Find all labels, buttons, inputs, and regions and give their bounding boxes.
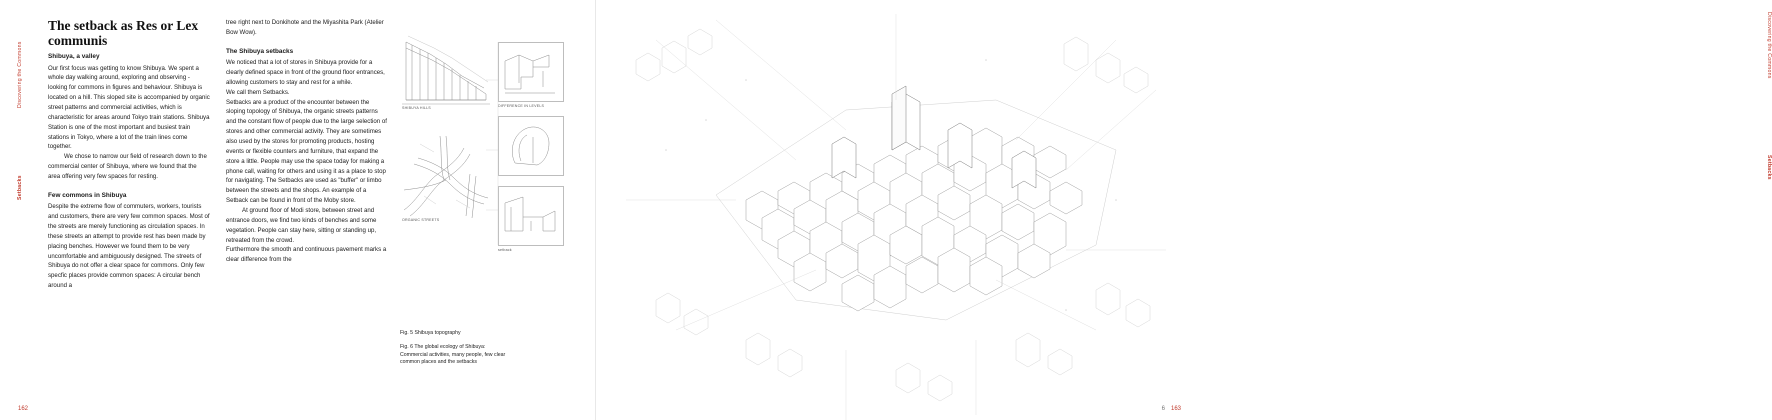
folio-right: 163: [1170, 406, 1181, 412]
drawing-detail-blob: [498, 116, 564, 176]
drawing-detail-levels: [498, 42, 564, 102]
figure-caption-6-text: The global ecology of Shibuya:: [414, 343, 486, 350]
running-head-section-right: Setbacks: [1766, 155, 1772, 180]
figure-caption-6-label: Fig. 6: [400, 343, 413, 350]
column-one: [48, 18, 210, 410]
folio-left: 162: [18, 406, 29, 412]
heading-few-commons: Few commons in Shibuya: [48, 191, 127, 199]
drawing-label-setback: setback: [498, 248, 512, 252]
drawing-streets-plan: [400, 130, 492, 226]
drawing-label-plan: ORGANIC STREETS: [402, 218, 440, 222]
drawing-connector-lines: [484, 40, 502, 250]
paragraph-c1-p1: Our first focus was getting to know Shibuya. We spent a whole day walking around, exploring and observing - looking for commons in figures and behaviour. Shibuya is located on a hill. This sloped site is accompanied by organic street patterns and commercial activities, which is characteristic for areas around Tokyo train stations. Shibuya Station is one of the most important and busiest train stations in Tokyo, where a lot of the train lines come together.: [48, 64, 210, 151]
figure-caption-6: [400, 344, 520, 367]
running-head-topic-left: Discovering the Commons: [17, 41, 23, 108]
heading-shibuya-a-valley: Shibuya, a valley: [48, 53, 100, 61]
paragraph-c2-p6: Furthermore the smooth and continuous pavement marks a clear difference from the: [226, 246, 387, 264]
folio-right-small: 6: [1161, 406, 1165, 412]
figure-caption-5: [400, 330, 520, 338]
drawing-label-levels: DIFFERENCE IN LEVELS: [498, 104, 545, 108]
running-head-topic-right: Discovering the Commons: [1766, 12, 1772, 79]
paragraph-c2-p3: We call them Setbacks.: [226, 88, 290, 96]
paragraph-c2-p5: At ground floor of Modi store, between street and entrance doors, we find two kinds of benches and some vegetation. People can stay here, sitting or standing up, retreated from the crowd.: [226, 206, 377, 244]
column-two: [226, 18, 388, 410]
paragraph-c2-p1: tree right next to Donkihote and the Miyashita Park (Atelier Bow Wow).: [226, 19, 384, 36]
drawing-detail-setback: [498, 186, 564, 246]
paragraph-c1-p3: Despite the extreme flow of commuters, workers, tourists and customers, there are very few common spaces. Most of the streets are merely functioning as circulation spaces. In these streets an attempt to provide rest has been made by placing benches. However we found them to be very uncomfortable and ambiguously designed. The streets of Shibuya do not offer a clear space for commons. Only few specfic places provide common spaces: A circular bench around a: [48, 203, 210, 290]
text-columns: [48, 18, 388, 410]
drawing-section-sketch: [400, 28, 492, 116]
running-head-section-left: Setbacks: [17, 175, 23, 200]
figure-caption-6-body: Commercial activities, many people, few clear common places and the setbacks: [400, 351, 506, 366]
figure-captions: [400, 330, 520, 373]
paragraph-c2-p4: Setbacks are a product of the encounter between the sloping topology of Shibuya, the organic streets patterns and the constant flow of people due to the large selection of stores and other commercial activity. They are sometimes also used by the stores for promoting products, hosting events or flexible counters and furniture, that expand the store a little. People may use the space today for making a phone call, waiting for others and using it as a place to stop for navigating. The Setbacks are used as "buffer" or limbo between the streets and the shops. An example of a Setback can be found in front of the Moby store.: [226, 98, 387, 205]
page-title: The setback as Res or Lex communis: [48, 18, 199, 49]
right-page: [596, 0, 1772, 420]
drawing-label-section: SHIBUYA HILLS: [402, 106, 431, 110]
drawing-group: [400, 20, 580, 320]
axonometric-illustration: [596, 0, 1191, 420]
figure-caption-5-text: Shibuya topography: [414, 330, 461, 336]
left-page: [0, 0, 596, 420]
figure-caption-5-label: Fig. 5: [400, 330, 413, 336]
paragraph-c2-p2: We noticed that a lot of stores in Shibuya provide for a clearly defined space in front of the ground floor entrances, allowing customers to stay and rest for a while.: [226, 59, 385, 86]
page-bleed: [1186, 0, 1191, 420]
paragraph-c1-p2: We chose to narrow our field of research down to the commercial center of Shibuya, where we found that the area offering very few spaces for resting.: [48, 153, 207, 181]
heading-shibuya-setbacks: The Shibuya setbacks: [226, 47, 294, 55]
